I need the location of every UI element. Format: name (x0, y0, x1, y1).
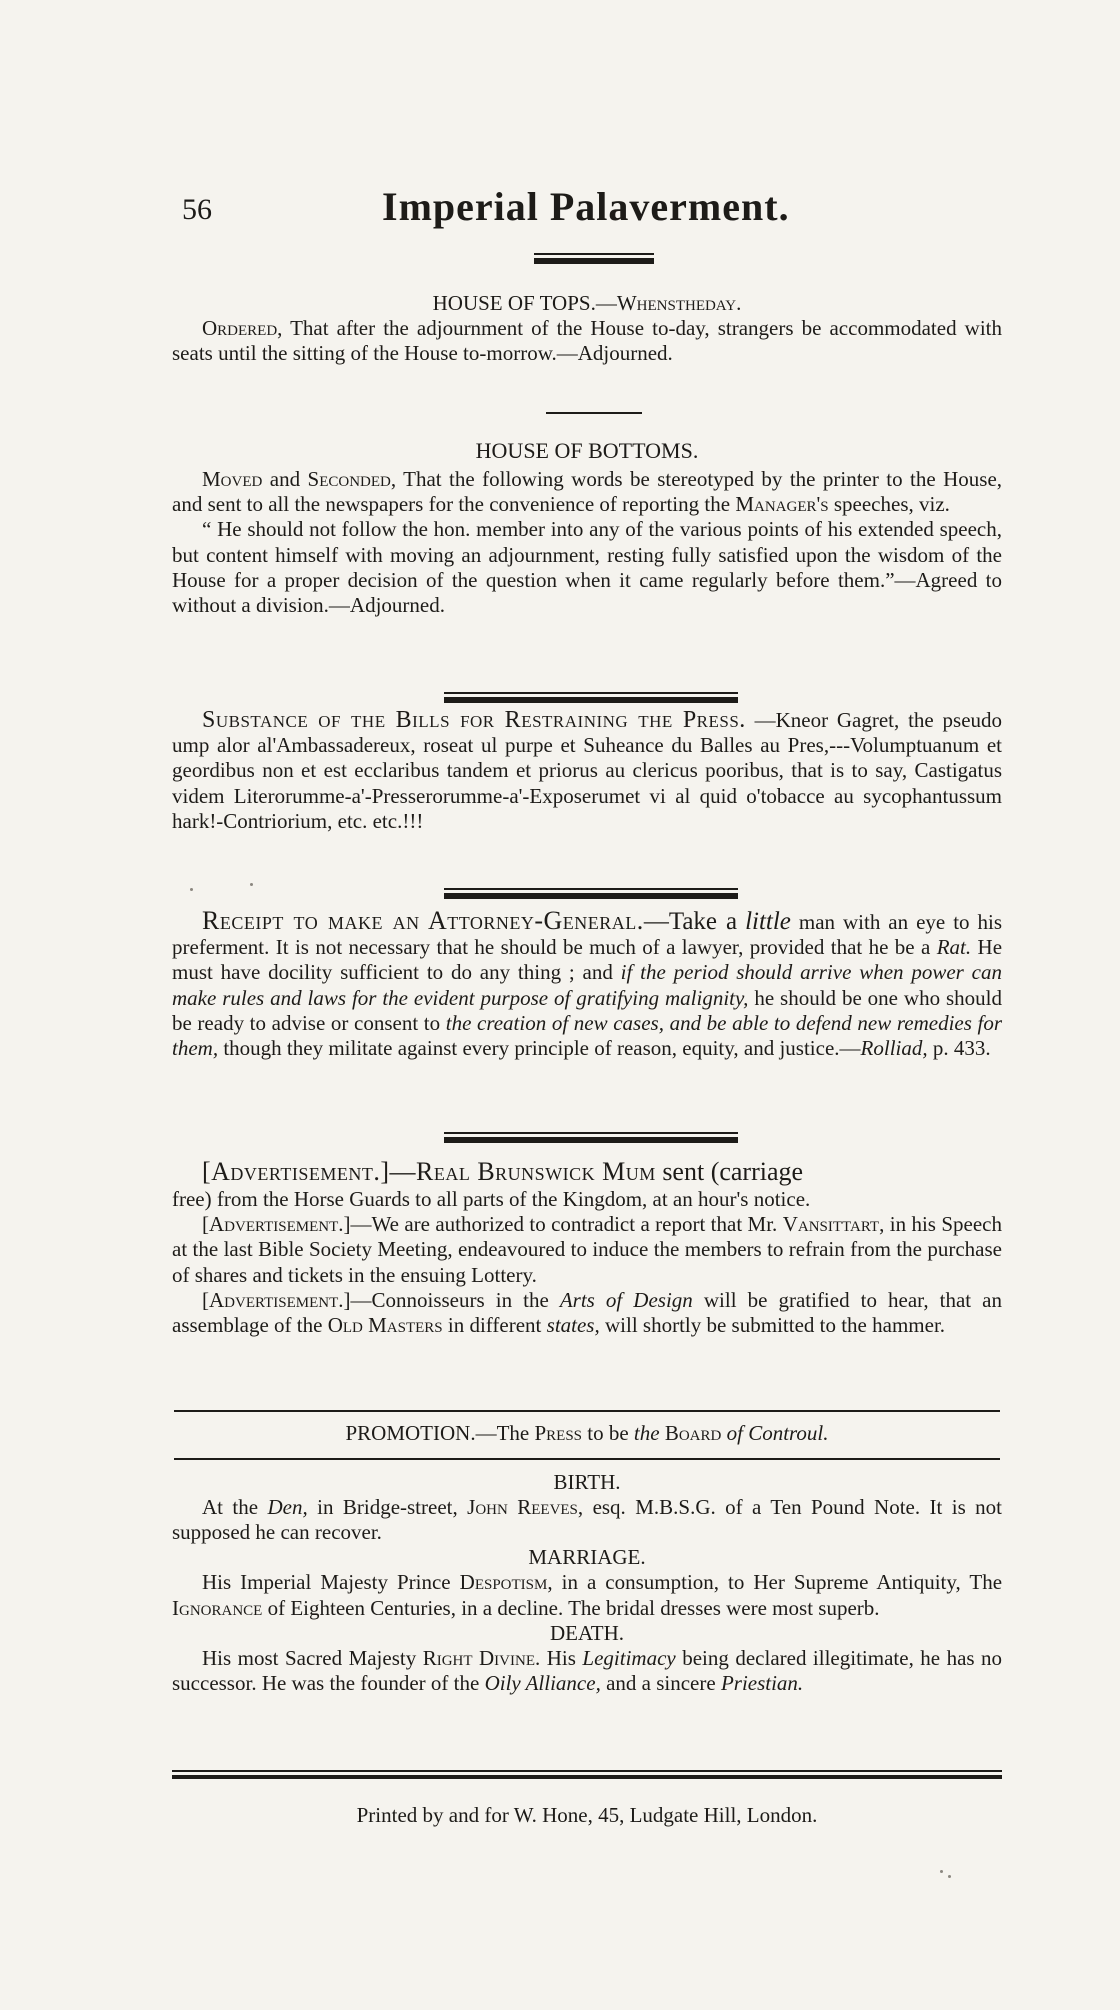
ad1-brand: —Real Brunswick Mum (389, 1157, 656, 1186)
tops-heading: HOUSE OF TOPS. (432, 291, 596, 315)
divider (174, 1458, 1000, 1460)
ad2-name: Vansittart, (782, 1212, 885, 1237)
bottoms-seconded: Seconded, (307, 467, 397, 491)
house-of-bottoms-section (172, 437, 1002, 618)
promotion-board: Board (664, 1421, 722, 1445)
bottoms-heading: HOUSE OF BOTTOMS. (475, 438, 699, 463)
bottoms-text-2: speeches, viz. (833, 492, 950, 517)
receipt-heading: Receipt to make an Attorney-General. (202, 906, 644, 935)
paper-speck (250, 883, 253, 886)
receipt-little: little (745, 908, 791, 935)
receipt-text: man with an eye to his preferment. It is not necessary that he should be much of a lawyer, provided that he be a (172, 910, 1003, 960)
promotion-text: —The (475, 1421, 530, 1445)
announcements-section (172, 1470, 1002, 1696)
substance-section (172, 708, 1002, 834)
ad2-text: in his Speech at the last Bible Society Meeting, endeavoured to induce the members to refrain from the purchase of shares and tickets in the ensuing Lottery. (172, 1212, 1003, 1287)
bottoms-quote: “ He should not follow the hon. member into any of the various points of his extended speech, but content himself with moving an adjournment, resting fully satisfied upon the wisdom of the House for a proper decision of the question when it came regularly before them.”—Agreed to without a division.—Adjourned. (172, 517, 1002, 618)
ad2-tag: [Advertisement.] (202, 1212, 351, 1237)
receipt-text: though they militate against every principle of reason, equity, and justice.— (223, 1036, 861, 1061)
bottoms-moved: Moved (202, 467, 263, 491)
ad3-text: —Connoisseurs in the (350, 1287, 549, 1312)
marriage-ignorance: Ignorance (172, 1595, 263, 1620)
ad3-tag: [Advertisement.] (202, 1287, 351, 1312)
paper-speck (190, 888, 193, 891)
death-heading: DEATH. (549, 1620, 625, 1645)
death-oily-alliance: Oily Alliance, (484, 1671, 601, 1696)
marriage-text: His Imperial Majesty Prince (202, 1570, 451, 1595)
marriage-text: of Eighteen Centuries, in a decline. The bridal dresses were most superb. (267, 1595, 880, 1620)
promotion-press: Press (534, 1421, 583, 1445)
receipt-italic: the creation of new cases, and be able to defend new remedies for them, (172, 1010, 1003, 1061)
promotion-text: to be (587, 1421, 629, 1445)
promotion-controul: Controul. (748, 1421, 829, 1445)
birth-den: Den, (267, 1495, 308, 1519)
ad3-arts: Arts of Design (559, 1287, 693, 1312)
birth-heading: BIRTH. (553, 1470, 621, 1494)
receipt-section (172, 908, 1002, 1061)
death-text: His most Sacred Majesty (202, 1645, 417, 1670)
closing-rule (172, 1770, 1002, 1779)
bottoms-and: and (269, 467, 301, 491)
tops-day: Whenstheday. (616, 291, 742, 315)
promotion-of: of (726, 1421, 743, 1445)
birth-name: John Reeves, (467, 1495, 584, 1519)
receipt-text: He must have docility sufficient to do any thing ; and (172, 935, 1003, 985)
marriage-text: in a consumption, to Her Supreme Antiquity, The (561, 1570, 1003, 1595)
death-right-divine: Right Divine. (422, 1645, 541, 1670)
advertisements-section (172, 1157, 1002, 1338)
receipt-text: —Take a (643, 908, 738, 935)
paper-speck (948, 1875, 951, 1878)
marriage-heading: MARRIAGE. (528, 1545, 646, 1570)
death-text: His (546, 1645, 576, 1670)
death-legitimacy: Legitimacy (582, 1645, 676, 1670)
divider (444, 1132, 738, 1143)
marriage-despotism: Despotism, (459, 1570, 553, 1595)
promotion-the: the (633, 1421, 660, 1445)
house-of-tops-section: HOUSE OF TOPS.—Whenstheday. Ordered, That after the adjournment of the House to-day, strangers be accommodated with seats until the sitting of the House to-morrow.—Adjourned. (172, 291, 1002, 366)
title-rule (534, 253, 654, 264)
paper-speck (940, 1870, 943, 1873)
divider (174, 1410, 1000, 1412)
tops-text: That after the adjournment of the House to-day, strangers be accommodated with seats until the sitting of the House to-morrow.—Adjourned. (172, 316, 1002, 366)
ad3-text: will be gratified to hear, that an assemblage of the (172, 1287, 1003, 1338)
receipt-text: he should be one who should be ready to advise or consent to (172, 985, 1002, 1035)
birth-text: esq. M.B.S.G. of a Ten Pound Note. It is not supposed he can recover. (172, 1495, 1003, 1545)
ad3-states: states, (546, 1313, 600, 1338)
divider (444, 692, 738, 703)
receipt-rat: Rat. (936, 935, 972, 960)
ad2-text: —We are authorized to contradict a report that Mr. (350, 1212, 778, 1237)
ad1-rest: free) from the Horse Guards to all parts of the Kingdom, at an hour's notice. (172, 1187, 811, 1211)
receipt-rolliad: Rolliad, (860, 1036, 928, 1061)
ad3-text: will shortly be submitted to the hammer. (604, 1313, 946, 1338)
receipt-italic: if the period should arrive when power can make rules and laws for the evident purpose of gratifying malignity, (172, 960, 1002, 1010)
ad3-masters: Old Masters (327, 1313, 443, 1338)
ad1-text: sent (carriage (662, 1157, 804, 1186)
birth-text: At the (202, 1495, 259, 1519)
birth-text: in Bridge-street, (317, 1495, 458, 1519)
promotion-label: PROMOTION. (345, 1421, 476, 1445)
substance-text: —Kneor Gagret, the pseudo ump alor al'Ambassadereux, roseat ul purpe et Suheance du Balles au Pres,---Volumptuanum et geordibus non et est ecclaribus tandem et priorus au clericus pooribus, that is to say, Castigatus videm Literorumme-a'-Presserorumme-a'-Exposerumet vi al quid o'tobacce au sycophantussum hark!-Contriorium, etc. etc.!!! (172, 708, 1003, 833)
promotion-section (172, 1420, 1002, 1446)
death-priestian: Priestian. (720, 1671, 804, 1696)
tops-lead: Ordered, (202, 316, 283, 340)
death-text: and a sincere (606, 1671, 716, 1696)
divider (546, 412, 642, 414)
page-number: 56 (182, 193, 212, 226)
page-title: Imperial Palaverment. (382, 184, 790, 229)
death-text: being declared illegitimate, he has no successor. He was the founder of the (172, 1645, 1003, 1696)
substance-heading: Substance of the Bills for Restraining the Press. (202, 707, 746, 733)
ad1-tag: [Advertisement.] (202, 1157, 390, 1186)
bottoms-manager: Manager's (735, 492, 829, 517)
ad3-text: in different (447, 1313, 542, 1338)
bottoms-text: That the following words be stereotyped by the printer to the House, and sent to all the newspapers for the convenience of reporting the (172, 467, 1003, 517)
divider (444, 888, 738, 899)
printer-imprint: Printed by and for W. Hone, 45, Ludgate Hill, London. (356, 1803, 818, 1827)
receipt-page-ref: p. 433. (932, 1036, 991, 1061)
